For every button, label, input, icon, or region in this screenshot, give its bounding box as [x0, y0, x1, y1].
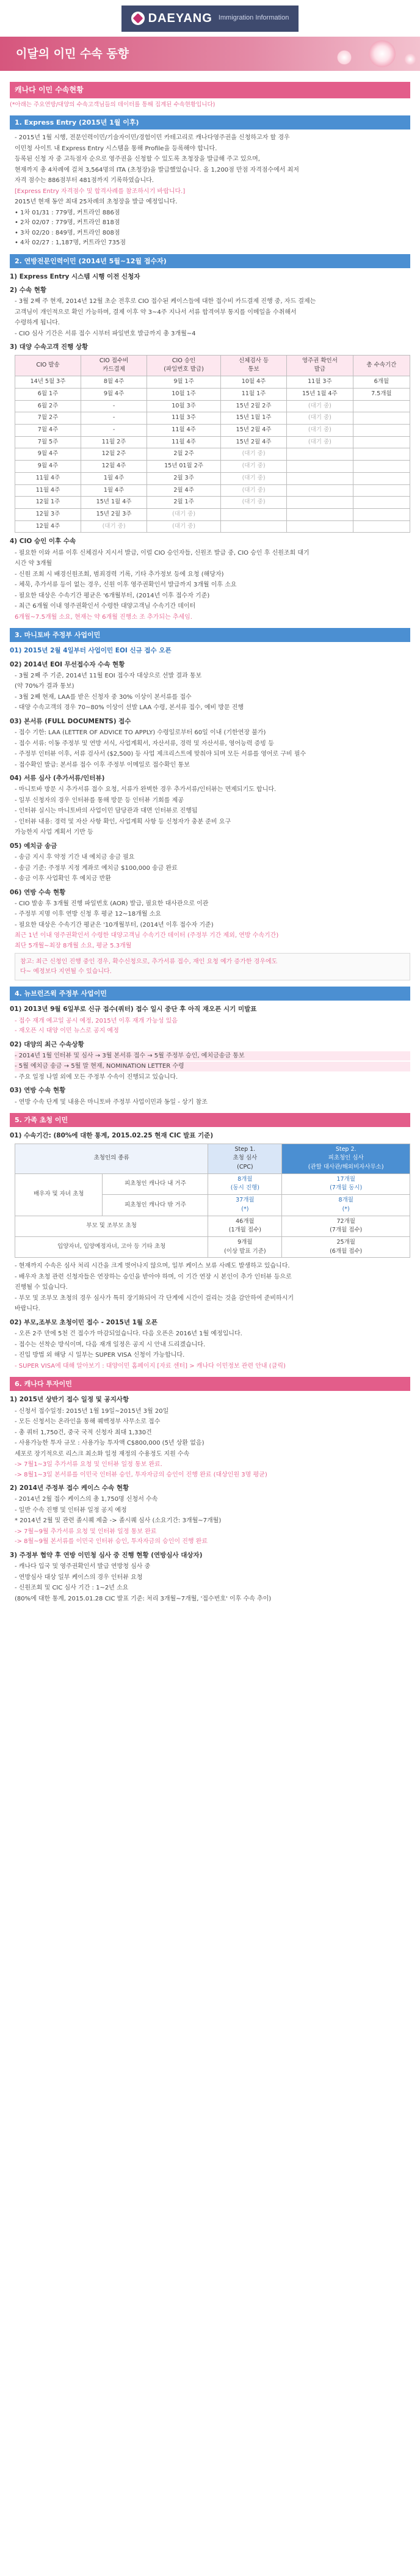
- paragraph: - 필요한 이와 서류 이후 신체검사 지시서 발급, 이럴 CIO 승인자들, 신원조 발급 중, CIO 승인 후 신원조회 대기: [15, 549, 310, 556]
- paragraph: - 인터뷰 실시는 마니토바의 사업이민 담당관과 대면 인터뷰로 진행됨: [15, 808, 198, 815]
- main-content: [0, 71, 420, 1623]
- table-header: 초청인의 종류: [15, 1144, 208, 1173]
- table-cell: 17개월 (7개월 동시): [282, 1173, 410, 1194]
- paragraph: - 주정부 지명 이후 연방 신청 후 평균 12~18개월 소요: [15, 911, 161, 918]
- table-row: [15, 509, 410, 521]
- table-cell: 15년 2월 2주: [221, 400, 287, 412]
- paragraph: - 최근 6개월 이내 영주권확인서 수령한 대양고객님 수속기간 데이터: [15, 603, 196, 610]
- paragraph: 바랍니다.: [15, 1305, 40, 1313]
- table-cell: 8개월 (*): [282, 1195, 410, 1216]
- brand-subtitle: Immigration Information: [218, 14, 289, 22]
- notice-text: 참고: 최근 신청인 진행 중인 경우, 확수신청으로, 추가서류 접수, 재인 요청 예가 증가한 경우에도: [20, 958, 278, 966]
- table-cell: 15년 1월 4주: [81, 497, 147, 509]
- table-cell: 11월 4주: [15, 472, 81, 484]
- table-cell: [287, 497, 353, 509]
- table-cell: 12월 4주: [81, 461, 147, 473]
- table-cell: [353, 412, 410, 425]
- paragraph: - 3월 2째 주 기준, 2014년 11월 EOI 접수자 대상으로 선발 결과 통보: [15, 672, 202, 679]
- table-cell: 12월 1주: [15, 497, 81, 509]
- table-cell: [287, 472, 353, 484]
- table-cell: 피초청인 캐나다 내 거주: [103, 1173, 208, 1194]
- paragraph: - 현재까지 수속은 심사 처리 시간을 크게 벗어나지 않으며, 일부 케이스 보류 사례도 발생하고 있습니다.: [15, 1263, 290, 1270]
- table-row: [15, 425, 410, 437]
- paragraph: 자격 점수는 886점부터 481점까지 기록하였습니다.: [15, 177, 154, 184]
- table-cell: 6개월: [353, 376, 410, 389]
- table-header: 총 수속기간: [353, 355, 410, 376]
- paragraph: - 인터뷰 내용: 경력 및 자산 사항 확인, 사업계획 사항 등 신청자가 충분 준비 요구: [15, 818, 231, 825]
- sub-heading: 3) 주정부 협약 후 연방 이민청 심사 중 진행 현황 (연방심사 대상자): [10, 1551, 203, 1559]
- table-row: [15, 1173, 410, 1194]
- logo-mark-icon: [131, 12, 145, 25]
- table-cell: 37개월 (*): [208, 1195, 282, 1216]
- table-cell: 2월 3주: [147, 472, 221, 484]
- paragraph: - 캐나다 입국 및 영주권확인서 발급 연방청 심사 중: [15, 1563, 151, 1571]
- sub-heading: 01) 2015년 2월 4일부터 사업이민 EOI 신규 접수 오픈: [10, 647, 172, 655]
- sub-heading: 2) 2014년 주정부 접수 케이스 수속 현황: [10, 1484, 129, 1492]
- table-row: [15, 472, 410, 484]
- note-text: -> 8월~9월 본서류를 이민국 인터뷰 승인, 투자자금의 승인이 진행 완료: [15, 1538, 208, 1545]
- sub-heading: 06) 연방 수속 현황: [10, 888, 66, 896]
- table-row: [15, 1237, 410, 1258]
- table-cell: 6월 2주: [15, 400, 81, 412]
- table-cell: 7월 2주: [15, 412, 81, 425]
- table-header: Step 2. 피초청인 심사 (관할 대사관/해외비자사무소): [282, 1144, 410, 1173]
- table-row: [15, 376, 410, 389]
- draw-item: • 3차 02/20 : 849명, 커트라인 808점: [15, 229, 120, 236]
- paragraph: * 2014년 2월 및 관련 졸시퀘 제출 -> 졸시퀘 심사 (소요기간: 3개월~7개월): [15, 1517, 222, 1525]
- highlight-line: - 2014년 1월 인터뷰 및 심사 → 3월 본서류 접수 → 5월 주정부 승인, 예치금송금 통보: [15, 1051, 410, 1061]
- note-text: -> 7월~9월 추가서류 요청 및 인터뷰 일정 통보 완료: [15, 1528, 157, 1535]
- table-cell: (대기 중): [221, 497, 287, 509]
- table-row: [15, 400, 410, 412]
- investor-title: 6. 캐나다 투자이민: [10, 1377, 410, 1391]
- table-cell: [353, 436, 410, 448]
- paragraph: - 접수 기한: LAA (LETTER OF ADVICE TO APPLY) 수령일로부터 60일 이내 (기한연장 불가): [15, 729, 266, 737]
- table-cell: (대기 중): [287, 400, 353, 412]
- note-text: 최단 5개월~최장 8개월 소요, 평균 5.3개월: [15, 942, 132, 949]
- paragraph: 수령하게 됩니다.: [15, 319, 60, 327]
- link-text[interactable]: [Express Entry 자격점수 및 합격사례를 참조하시기 바랍니다.]: [15, 188, 186, 195]
- draw-item: • 2차 02/07 : 779명, 커트라인 818점: [15, 219, 120, 227]
- table-cell: 12월 3주: [15, 509, 81, 521]
- table-row: [15, 1216, 410, 1236]
- table-cell: [287, 461, 353, 473]
- paragraph: - 오픈 2주 만에 5천 건 접수가 마감되었습니다. 다음 오픈은 2016년 1월 예정입니다.: [15, 1330, 242, 1338]
- table-cell: [287, 509, 353, 521]
- table-cell: [221, 520, 287, 533]
- note-text: - 재오픈 시 대양 이민 뉴스로 공지 예정: [15, 1027, 119, 1035]
- table-cell: 2월 1주: [147, 497, 221, 509]
- sub-heading: 3) 대양 수속고객 진행 상황: [10, 343, 89, 351]
- table-cell: 15년 01월 2주: [147, 461, 221, 473]
- table-cell: (대기 중): [221, 472, 287, 484]
- table-cell: (대기 중): [287, 412, 353, 425]
- table-row: [15, 461, 410, 473]
- super-visa-link[interactable]: - SUPER VISA에 대해 알아보기 : 대양이민 홈페이지 [자료 센터] > 캐나다 이민정보 관련 안내 (클릭): [15, 1362, 286, 1370]
- paragraph: 시간 약 3개월: [15, 560, 52, 567]
- draw-item: • 4차 02/27 : 1,187명, 커트라인 735점: [15, 239, 126, 247]
- table-header: CIO 접수비 카드결제: [81, 355, 147, 376]
- table-cell: (대기 중): [147, 520, 221, 533]
- paragraph: 가능한지 사업 계획서 기반 등: [15, 829, 93, 836]
- table-cell: 11월 4주: [15, 484, 81, 497]
- paragraph: 등록된 신청 자 중 고득점자 순으로 영주권을 신청할 수 있도록 초청장을 발급해 주고 있으며,: [15, 156, 260, 163]
- table-cell: 15년 1월 1주: [221, 412, 287, 425]
- table-cell: [353, 472, 410, 484]
- sub-heading: 01) 수속기간: (80%에 대한 통계, 2015.02.25 현재 CIC 발표 기준): [10, 1132, 214, 1140]
- table-cell: 9월 4주: [15, 461, 81, 473]
- table-cell: 배우자 및 자녀 초청: [15, 1173, 103, 1216]
- table-cell: [353, 484, 410, 497]
- notice-box: [15, 953, 410, 980]
- paragraph: - 신원 조회 시 배경신원조회, 범죄경력 기록, 기타 추가정보 등에 요청 (해당자): [15, 571, 224, 578]
- paragraph: (80%에 대한 통계, 2015.01.28 CIC 발표 기준: 처리 3개월~7개월, '접수번호' 이후 수속 추이): [15, 1595, 272, 1602]
- table-cell: 72개월 (7개월 접수): [282, 1216, 410, 1236]
- table-row: [15, 448, 410, 461]
- table-row: [15, 388, 410, 400]
- table-cell: 7월 4주: [15, 425, 81, 437]
- table-cell: 1월 4주: [81, 472, 147, 484]
- table-cell: 15년 2월 4주: [221, 425, 287, 437]
- paragraph: - 접수 서류: 이동 주정부 및 연방 서식, 사업계획서, 자산서류, 경력 및 자산서류, 영어능력 증빙 등: [15, 740, 274, 747]
- sub-heading: 03) 연방 수속 현황: [10, 1087, 66, 1095]
- flower-decoration-icon: [336, 49, 353, 66]
- paragraph: - 접수확인 발급: 본서류 접수 이후 주정부 이메일로 접수확인 통보: [15, 761, 190, 768]
- paragraph: 현재까지 총 4차례에 걸쳐 3,564명의 ITA (초청장)을 발급했었습니다. 올 1,200점 만점 자격점수에서 최저: [15, 166, 299, 173]
- table-cell: [353, 448, 410, 461]
- paragraph: - 대양 수속고객의 경우 70~80% 이상이 선발 LAA 수령, 본서류 접수, 예비 방문 진행: [15, 704, 244, 712]
- note-text: -> 8월1~3일 본서류를 이민국 인터뷰 승인, 투자자금의 승인이 진행 완료 (대상인원 3명 평균): [15, 1471, 267, 1478]
- sub-heading: 02) 2014년 EOI 무선접수자 수속 현황: [10, 660, 125, 668]
- fsw-progress-table: [15, 355, 410, 533]
- paragraph: - 일부 신청자의 경우 인터뷰를 통해 방문 등 인터뷰 기회를 제공: [15, 797, 184, 804]
- paragraph: (약 70%가 결과 통보): [15, 683, 74, 690]
- paragraph: - 사용가능한 투자 규모 : 사용가능 투자액 C$800,000 (5년 상환 없음): [15, 1440, 205, 1447]
- brand-name: DAEYANG: [148, 11, 212, 25]
- paragraph: - 2015년 1월 시행, 전문인력이민/기술자이민/경험이민 카테고리로 캐나다영주권을 신청하고자 할 경우: [15, 134, 290, 142]
- paragraph: - 송금 기준: 주정부 지정 계좌로 예치금 $100,000 송금 완료: [15, 864, 178, 872]
- section-heading: 캐나다 이민 수속현황: [10, 82, 410, 98]
- table-cell: 15년 1월 4주: [287, 388, 353, 400]
- paragraph: - 체묵, 추가서류 등이 없는 경우, 신원 이후 영주권확인서 발급까지 3개월 이후 소요: [15, 582, 237, 589]
- paragraph: - 필요한 대상은 수속기간 평균은 '10개월부터, (2014년 이후 접수자 기준): [15, 921, 214, 929]
- flower-decoration-icon: [404, 53, 417, 66]
- paragraph: - 배우자 초청 관련 신청자들은 연장하는 승인을 받아야 하며, 이 기간 연장 시 본인이 추가 인터뷰 등으로: [15, 1273, 292, 1280]
- new-brunswick-title: 4. 뉴브런즈윅 주정부 사업이민: [10, 987, 410, 1001]
- highlight-line: - 5월 예치금 송금 → 5월 말 현재, NOMINATION LETTER 수령: [15, 1062, 410, 1071]
- table-cell: [353, 400, 410, 412]
- table-cell: 10월 4주: [221, 376, 287, 389]
- paragraph: - 신청서 접수일정: 2015년 1월 19일~2015년 3월 20일: [15, 1407, 169, 1415]
- paragraph: - 일반 수속 진행 및 인터뷰 일정 공지 예정: [15, 1506, 127, 1514]
- table-cell: 입양자녀, 입양예정자녀, 고아 등 기타 초청: [15, 1237, 208, 1258]
- family-sponsorship-title: 5. 가족 초청 이민: [10, 1113, 410, 1127]
- paragraph: 고객님이 개인적으로 확인 가능하며, 결제 이후 약 3~4주 지나서 서류 합격여부 통지를 이메일을 수취해서: [15, 308, 297, 316]
- table-header: Step 1. 초청 심사 (CPC): [208, 1144, 282, 1173]
- table-cell: 9개월 (이상 발표 기준): [208, 1237, 282, 1258]
- table-cell: [353, 425, 410, 437]
- paragraph: - 필요한 대상은 수속기간 평균은 '6개월부터, (2014년 이후 접수자 기준): [15, 592, 210, 599]
- paragraph: - CIO 심사 기간은 서류 접수 시부터 파일번호 발급까지 총 3개월~4: [15, 330, 196, 337]
- express-entry-title: 1. Express Entry (2015년 1월 이후): [10, 115, 410, 130]
- table-cell: (대기 중): [81, 520, 147, 533]
- table-cell: 15년 2월 4주: [221, 436, 287, 448]
- manitoba-title: 3. 마니토바 주정부 사업이민: [10, 628, 410, 642]
- paragraph: - 주요 일정 나열 외에 모든 주정부 수속이 진행되고 있습니다.: [15, 1073, 178, 1081]
- sub-heading: 2) 수속 현황: [10, 286, 46, 294]
- table-cell: 11월 3주: [287, 376, 353, 389]
- page-title: 이달의 이민 수속 동향: [16, 47, 129, 60]
- family-processing-table: [15, 1144, 410, 1258]
- table-cell: 피초청인 캐나다 밖 거주: [103, 1195, 208, 1216]
- paragraph: - 송금 지시 후 약정 기간 내 예치금 송금 필요: [15, 854, 135, 861]
- sub-heading: 1) 2015년 상반기 접수 일정 및 공지사항: [10, 1396, 129, 1404]
- paragraph: - 연방심사 대상 일부 케이스의 경우 인터뷰 요청: [15, 1574, 143, 1581]
- paragraph: - 3월 2째 현재, LAA를 받은 신청자 중 30% 이상이 본서류를 접수: [15, 693, 192, 701]
- table-cell: 14년 5월 3주: [15, 376, 81, 389]
- table-cell: (대기 중): [147, 509, 221, 521]
- table-cell: [353, 520, 410, 533]
- sub-heading: 1) Express Entry 시스템 시행 이전 신청자: [10, 272, 140, 280]
- table-row: [15, 497, 410, 509]
- paragraph: - 진입 방법 외 해당 시 일부는 SUPER VISA 신청이 가능합니다.: [15, 1352, 185, 1359]
- table-cell: 10월 1주: [147, 388, 221, 400]
- table-row: [15, 412, 410, 425]
- table-cell: 2월 2주: [147, 448, 221, 461]
- table-cell: 2월 4주: [147, 484, 221, 497]
- table-cell: 46개월 (1개월 접수): [208, 1216, 282, 1236]
- express-entry-text: [10, 133, 410, 248]
- top-header: [0, 0, 420, 37]
- paragraph: 진행될 수 있습니다.: [15, 1284, 68, 1291]
- table-header: CIO 발송: [15, 355, 81, 376]
- table-cell: [353, 509, 410, 521]
- title-banner: [0, 37, 420, 71]
- table-cell: 8개월 (동시 진행): [208, 1173, 282, 1194]
- intro-note: (*아래는 주요연방/대양의 수속고객님들의 데이터를 통해 집계된 수속현황입니다): [10, 101, 215, 108]
- sub-heading: 02) 대양의 최근 수속상황: [10, 1040, 84, 1048]
- table-cell: 10월 3주: [147, 400, 221, 412]
- brand-logo[interactable]: [121, 5, 299, 32]
- sub-heading: 04) 서류 심사 (추가서류/인터뷰): [10, 775, 105, 783]
- table-cell: -: [81, 412, 147, 425]
- paragraph: 세포로 장기적으로 리스크 최소화 일정 재정의 수용정도 지원 수속: [15, 1450, 190, 1458]
- paragraph: - 신원조회 및 CIC 심사 기간 : 1~2년 소요: [15, 1585, 129, 1592]
- sub-heading: 01) 2013년 9월 6일부로 신규 접수(쿼터) 접수 일시 중단 후 아직 재오픈 시기 미발표: [10, 1005, 257, 1013]
- paragraph: - 접수는 선착순 방식이며, 다음 재개 일정은 공지 시 안내 드리겠습니다.: [15, 1341, 206, 1348]
- sub-heading: 03) 본서류 (FULL DOCUMENTS) 접수: [10, 717, 131, 725]
- paragraph: - 부모 및 조부모 초청의 경우 심사가 특히 장기화되어 각 단계에 시간이 걸리는 것을 감안하여 준비하시기: [15, 1294, 294, 1302]
- table-cell: -: [81, 400, 147, 412]
- sub-heading: 05) 예치금 송금: [10, 842, 57, 850]
- paragraph: - 연방 수속 단계 및 내용은 마니토바 주정부 사업이민과 동일 - 상기 참조: [15, 1098, 208, 1106]
- fsw-title: 2. 연방전문인력이민 (2014년 5월~12월 접수자): [10, 254, 410, 268]
- table-cell: 11월 4주: [147, 436, 221, 448]
- paragraph: - 주정부 인터뷰 이후, 서류 검사서 ($2,500) 등 사업 제크리스트에 맞춰야 되며 모든 서류를 영어로 구비 필수: [15, 751, 306, 758]
- table-cell: 11월 1주: [221, 388, 287, 400]
- flower-decoration-icon: [369, 40, 396, 67]
- table-cell: -: [81, 425, 147, 437]
- paragraph: - CIO 발송 후 3개월 진행 파일번호 (AOR) 발급, 필요한 대사관으로 이관: [15, 900, 209, 907]
- table-cell: [287, 520, 353, 533]
- table-cell: 15년 2월 3주: [81, 509, 147, 521]
- table-cell: [287, 484, 353, 497]
- table-cell: 11월 2주: [81, 436, 147, 448]
- table-cell: [353, 497, 410, 509]
- sub-heading: 4) CIO 승인 이후 수속: [10, 538, 76, 545]
- table-cell: (대기 중): [221, 484, 287, 497]
- table-cell: (대기 중): [287, 425, 353, 437]
- paragraph: - 2014년 2월 접수 케이스의 총 1,750명 신청서 수속: [15, 1496, 158, 1503]
- table-header: CIO 승인 (파일번호 발급): [147, 355, 221, 376]
- table-cell: 부모 및 조부모 초청: [15, 1216, 208, 1236]
- table-cell: [353, 461, 410, 473]
- note-text: 6개월~7.5개월 소요, 현재는 약 6개월 진행소 조 추가되는 추세임.: [15, 613, 192, 621]
- table-cell: 11월 4주: [147, 425, 221, 437]
- table-cell: [287, 448, 353, 461]
- table-cell: 12월 4주: [15, 520, 81, 533]
- table-cell: 1월 4주: [81, 484, 147, 497]
- paragraph: 2015년 현재 동안 최대 25차례의 초청장을 발급 예정입니다.: [15, 199, 178, 206]
- sub-heading: 02) 부모,조부모 초청이민 접수 - 2015년 1월 오픈: [10, 1318, 158, 1326]
- table-cell: 7월 5주: [15, 436, 81, 448]
- paragraph: - 마니토바 방문 시 추가서류 접수 요청, 서류가 완벽한 경우 추가서류/인터뷰는 면제되기도 합니다.: [15, 786, 277, 794]
- table-cell: (대기 중): [221, 461, 287, 473]
- note-text: 최근 1년 이내 영주권확인서 수령한 대양고객님 수속기간 데이터 (주정부 기간 제외, 연방 수속기간): [15, 932, 279, 940]
- paragraph: - 송금 이후 사업확인 후 예치금 반환: [15, 875, 111, 883]
- table-row: [15, 484, 410, 497]
- paragraph: - 모든 신청서는 온라인을 통해 퀘벡정부 사무소로 접수: [15, 1418, 161, 1426]
- table-cell: 12월 2주: [81, 448, 147, 461]
- draw-item: • 1차 01/31 : 779명, 커트라인 886점: [15, 209, 120, 216]
- table-header: 영주권 확인서 발급: [287, 355, 353, 376]
- table-row: [15, 520, 410, 533]
- table-cell: (대기 중): [221, 448, 287, 461]
- table-cell: 9월 4주: [15, 448, 81, 461]
- table-cell: 8월 4주: [81, 376, 147, 389]
- table-cell: 25개월 (6개월 접수): [282, 1237, 410, 1258]
- paragraph: - 3월 2째 주 현재, 2014년 12월 초순 전후로 CIO 접수된 케이스들에 대한 접수비 카드결제 진행 중, 자드 결제는: [15, 298, 316, 305]
- paragraph: 이민청 사이트 내 Express Entry 시스템을 통해 Profile을 등록해야 합니다.: [15, 145, 217, 152]
- table-cell: 11월 3주: [147, 412, 221, 425]
- table-cell: 6월 1주: [15, 388, 81, 400]
- note-text: -> 7월1~3일 추가서류 요청 및 인터뷰 일정 통보 완료.: [15, 1461, 162, 1469]
- notice-text: 다~ 예정보다 지연될 수 있습니다.: [20, 968, 112, 975]
- table-cell: 9월 1주: [147, 376, 221, 389]
- table-cell: (대기 중): [287, 436, 353, 448]
- note-text: - 접수 재개 예고일 공시 예정, 2015년 이후 재개 가능성 있음: [15, 1017, 178, 1024]
- table-cell: 9월 4주: [81, 388, 147, 400]
- table-cell: 7.5개월: [353, 388, 410, 400]
- paragraph: - 총 쿼터 1,750건, 중국 국적 신청자 최대 1,330건: [15, 1429, 152, 1436]
- table-cell: [221, 509, 287, 521]
- table-row: [15, 436, 410, 448]
- table-header: 신체검사 등 통보: [221, 355, 287, 376]
